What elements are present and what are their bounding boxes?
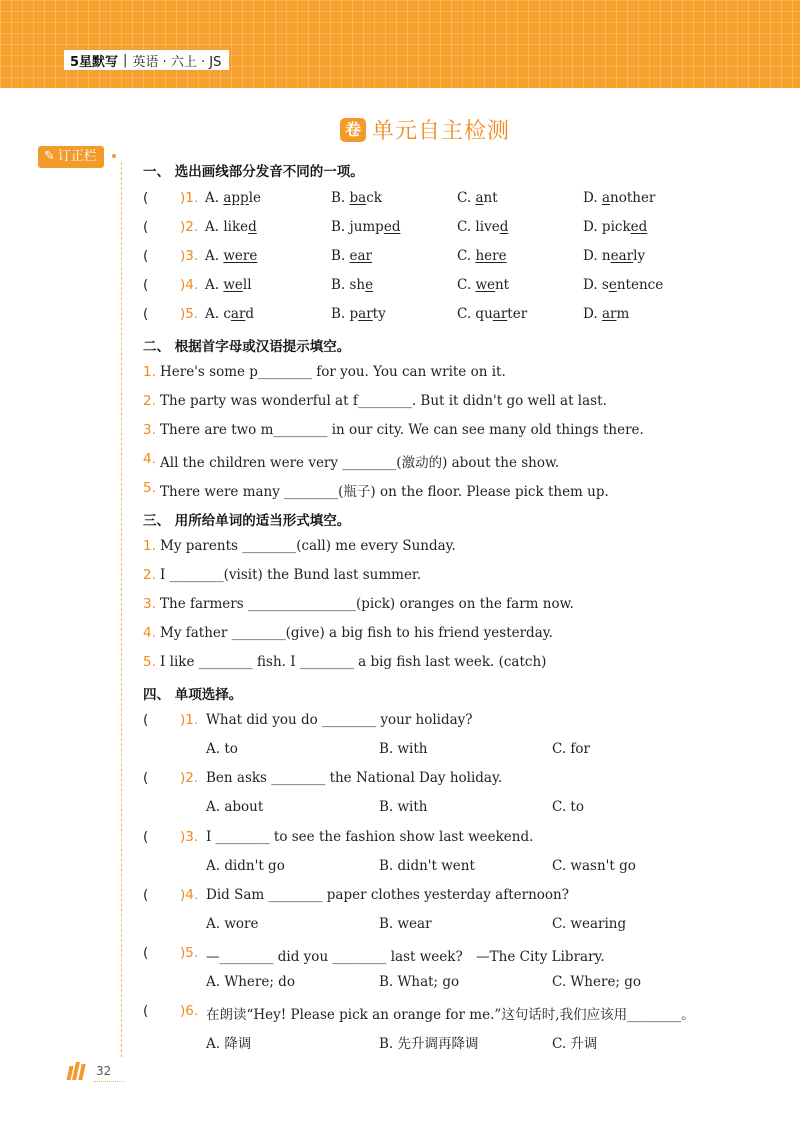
option-d: D. picked — [583, 219, 648, 235]
header-label — [64, 50, 229, 70]
question-number: )4. — [180, 887, 199, 903]
answer-paren: ( — [143, 887, 149, 903]
option-c: C. ant — [457, 190, 498, 206]
item-number: 3. — [143, 596, 156, 612]
option-c: C. to — [552, 799, 584, 815]
item-number: 1. — [143, 538, 156, 554]
mc-question-row — [0, 770, 800, 792]
header-subject: 英语 · 六上 · JS — [132, 54, 222, 70]
option-a: A. well — [205, 277, 252, 293]
mc-options-row — [0, 974, 800, 996]
item-text: Here's some p________ for you. You can write on it. — [160, 364, 506, 380]
pencil-icon: ✎ — [44, 149, 55, 164]
option-a: A. to — [206, 741, 238, 757]
books-icon — [66, 1062, 90, 1080]
option-d: D. sentence — [583, 277, 664, 293]
answer-paren: ( — [143, 248, 149, 264]
item-text: All the children were very ________(激动的) about the show. — [160, 455, 560, 471]
option-a: A. about — [206, 799, 264, 815]
header-brand: 5星默写 — [70, 54, 119, 70]
mc-question-row — [0, 945, 800, 967]
mc-options-row — [0, 916, 800, 938]
item-number: 4. — [143, 625, 156, 641]
answer-paren: ( — [143, 829, 149, 845]
section-3-heading: 三、 用所给单词的适当形式填空。 — [143, 513, 351, 529]
item-number: 1. — [143, 364, 156, 380]
mc-question-row — [0, 829, 800, 851]
option-b: B. 先升调再降调 — [379, 1036, 479, 1052]
mc-question-row — [0, 712, 800, 734]
question-text: —________ did you ________ last week? —The City Library. — [206, 949, 605, 965]
option-a: A. were — [205, 248, 258, 264]
question-number: )2. — [180, 770, 199, 786]
option-c: C. went — [457, 277, 510, 293]
mc-options-row — [0, 741, 800, 763]
question-row — [0, 277, 800, 299]
question-text: 在朗读“Hey! Please pick an orange for me.”这句话时,我们应该用________。 — [206, 1007, 695, 1023]
item-text: I ________(visit) the Bund last summer. — [160, 567, 422, 583]
tag-dot — [112, 154, 116, 158]
option-b: B. What; go — [379, 974, 460, 990]
mc-question-row — [0, 1003, 800, 1025]
question-row — [0, 190, 800, 212]
page-header — [0, 0, 800, 88]
question-text: Did Sam ________ paper clothes yesterday afternoon? — [206, 887, 569, 903]
option-c: C. wearing — [552, 916, 627, 932]
question-text: Ben asks ________ the National Day holiday. — [206, 770, 503, 786]
item-number: 2. — [143, 567, 156, 583]
page-title-text: 单元自主检测 — [372, 119, 511, 144]
section-2-heading: 二、 根据首字母或汉语提示填空。 — [143, 339, 351, 355]
option-c: C. here — [457, 248, 507, 264]
question-number: )5. — [180, 306, 199, 322]
option-b: B. wear — [379, 916, 432, 932]
mc-options-row — [0, 858, 800, 880]
option-d: D. nearly — [583, 248, 646, 264]
answer-paren: ( — [143, 770, 149, 786]
question-number: )1. — [180, 712, 199, 728]
footer-rule — [94, 1081, 124, 1082]
page-title — [340, 114, 510, 145]
option-c: C. wasn't go — [552, 858, 636, 874]
answer-paren: ( — [143, 712, 149, 728]
option-a: A. liked — [205, 219, 257, 235]
item-text: My father ________(give) a big fish to his friend yesterday. — [160, 625, 553, 641]
fill-item — [0, 567, 800, 589]
section-4-heading: 四、 单项选择。 — [143, 687, 243, 703]
option-b: B. back — [331, 190, 382, 206]
item-text: I like ________ fish. I ________ a big fish last week. (catch) — [160, 654, 547, 670]
fill-item — [0, 596, 800, 618]
option-b: B. ear — [331, 248, 373, 264]
option-a: A. apple — [205, 190, 261, 206]
mc-options-row — [0, 799, 800, 821]
fill-item — [0, 625, 800, 647]
option-a: A. 降调 — [206, 1036, 252, 1052]
option-c: C. 升调 — [552, 1036, 598, 1052]
question-row — [0, 306, 800, 328]
runner-icon: 卷 — [340, 118, 366, 142]
answer-paren: ( — [143, 1003, 149, 1019]
answer-paren: ( — [143, 190, 149, 206]
item-text: My parents ________(call) me every Sunday. — [160, 538, 456, 554]
answer-paren: ( — [143, 306, 149, 322]
mc-options-row — [0, 1032, 800, 1054]
option-c: C. lived — [457, 219, 509, 235]
question-number: )3. — [180, 248, 199, 264]
option-b: B. with — [379, 799, 428, 815]
item-number: 4. — [143, 451, 156, 467]
fill-item — [0, 654, 800, 676]
answer-paren: ( — [143, 277, 149, 293]
item-number: 5. — [143, 480, 156, 496]
option-d: D. another — [583, 190, 656, 206]
question-number: )2. — [180, 219, 199, 235]
option-a: A. card — [205, 306, 255, 322]
question-number: )3. — [180, 829, 199, 845]
correction-column-label: 订正栏 — [57, 149, 97, 164]
correction-column-tag — [38, 146, 104, 168]
question-number: )6. — [180, 1003, 199, 1019]
item-text: The farmers ________________(pick) oranges on the farm now. — [160, 596, 574, 612]
option-c: C. for — [552, 741, 591, 757]
item-number: 3. — [143, 422, 156, 438]
fill-item — [0, 393, 800, 415]
question-text: I ________ to see the fashion show last weekend. — [206, 829, 534, 845]
option-a: A. didn't go — [206, 858, 285, 874]
option-b: B. with — [379, 741, 428, 757]
item-number: 5. — [143, 654, 156, 670]
item-number: 2. — [143, 393, 156, 409]
question-text: What did you do ________ your holiday? — [206, 712, 473, 728]
fill-item — [0, 480, 800, 502]
question-number: )5. — [180, 945, 199, 961]
question-row — [0, 219, 800, 241]
option-b: B. jumped — [331, 219, 401, 235]
fill-item — [0, 422, 800, 444]
option-a: A. Where; do — [206, 974, 295, 990]
option-b: B. she — [331, 277, 374, 293]
item-text: There were many ________(瓶子) on the floor. Please pick them up. — [160, 484, 609, 500]
option-b: B. party — [331, 306, 386, 322]
question-number: )1. — [180, 190, 199, 206]
question-number: )4. — [180, 277, 199, 293]
option-b: B. didn't went — [379, 858, 475, 874]
answer-paren: ( — [143, 945, 149, 961]
item-text: There are two m________ in our city. We can see many old things there. — [160, 422, 644, 438]
page-number: 32 — [96, 1064, 112, 1078]
fill-item — [0, 451, 800, 473]
option-a: A. wore — [206, 916, 259, 932]
answer-paren: ( — [143, 219, 149, 235]
question-row — [0, 248, 800, 270]
header-separator: | — [123, 52, 128, 68]
item-text: The party was wonderful at f________. But it didn't go well at last. — [160, 393, 607, 409]
option-d: D. arm — [583, 306, 630, 322]
option-c: C. Where; go — [552, 974, 642, 990]
mc-question-row — [0, 887, 800, 909]
option-c: C. quarter — [457, 306, 528, 322]
fill-item — [0, 364, 800, 386]
section-1-heading: 一、 选出画线部分发音不同的一项。 — [143, 164, 364, 180]
fill-item — [0, 538, 800, 560]
